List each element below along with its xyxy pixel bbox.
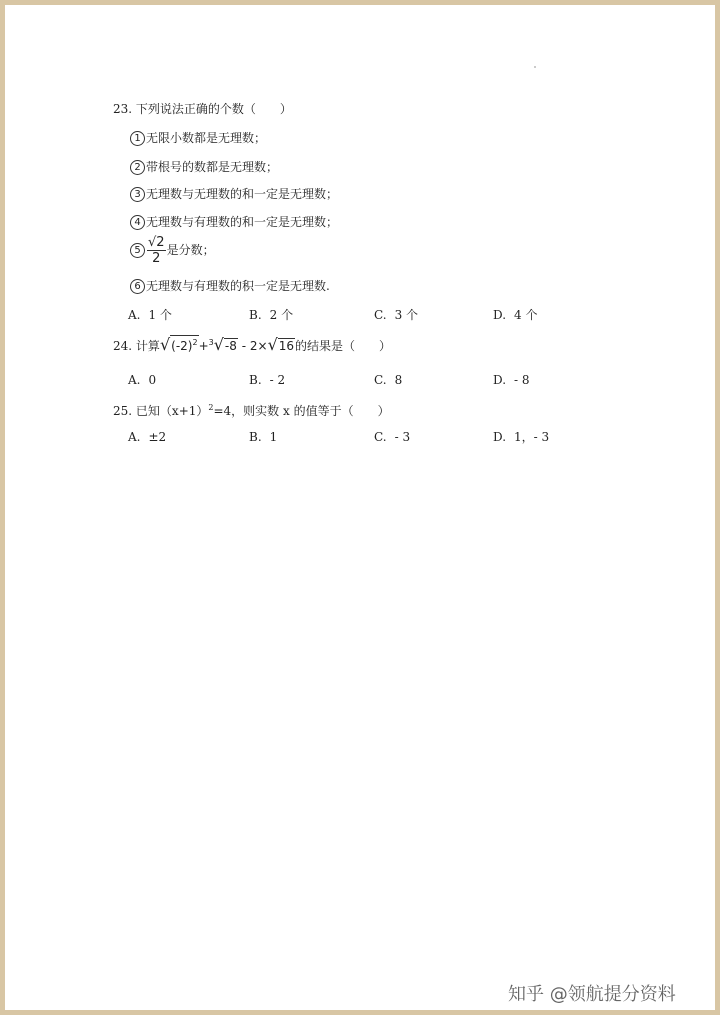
question-24-option-c <box>374 372 402 388</box>
item-text: 无理数与有理数的和一定是无理数； <box>146 215 339 229</box>
question-23-item-5 <box>130 235 215 266</box>
option-value: 1 个 <box>148 308 172 322</box>
question-23-item-4 <box>130 214 338 230</box>
question-25-option-c <box>374 429 410 445</box>
question-24-number: 24. <box>113 339 133 353</box>
option-label: B. <box>249 308 262 322</box>
item-text: 无理数与有理数的积一定是无理数. <box>146 279 330 293</box>
fraction-sqrt2-over-2 <box>147 235 166 266</box>
plus-sign: + <box>198 339 209 353</box>
question-25-text-b: =4，则实数 x 的值等于（ ） <box>213 404 390 418</box>
option-value: 2 个 <box>269 308 294 322</box>
question-25-option-b <box>249 429 277 445</box>
question-23-item-1 <box>130 130 266 146</box>
item-text: 是分数； <box>166 243 215 257</box>
question-24-lead: 计算 <box>135 339 160 353</box>
question-25-option-a <box>128 429 166 445</box>
option-label: B. <box>249 373 262 387</box>
question-23-option-c <box>374 307 418 323</box>
option-label: A. <box>128 373 141 387</box>
circled-number-4: 4 <box>130 215 145 230</box>
option-value: - 2 <box>269 373 286 387</box>
fraction-numerator: √2 <box>148 235 165 250</box>
fraction-denominator: 2 <box>152 251 161 266</box>
option-value: - 8 <box>514 373 530 387</box>
circled-number-2: 2 <box>130 160 145 175</box>
option-label: A. <box>128 308 141 322</box>
question-23-item-6 <box>130 278 330 294</box>
question-24-tail: 的结果是（ ） <box>295 339 392 353</box>
item-text: 无限小数都是无理数； <box>146 131 267 145</box>
cube-root-index: 3 <box>208 338 214 347</box>
option-label: C. <box>374 373 387 387</box>
option-value: - 3 <box>394 430 411 444</box>
question-23-option-d <box>493 307 537 323</box>
option-label: B. <box>249 430 262 444</box>
option-value: 1，- 3 <box>514 430 550 444</box>
radicand-1: $(-2)^2$ <box>170 335 198 353</box>
square-root-symbol-2: √ <box>267 335 278 354</box>
square-root-symbol: √ <box>159 335 171 354</box>
question-23-option-b <box>249 307 293 323</box>
circled-number-6: 6 <box>130 279 145 294</box>
math-expression <box>159 335 295 354</box>
cube-root-symbol: √ <box>213 335 224 354</box>
option-value: 8 <box>394 373 403 387</box>
circled-number-1: 1 <box>130 131 145 146</box>
item-text: 无理数与无理数的和一定是无理数； <box>146 187 339 201</box>
question-24-stem <box>113 335 391 354</box>
option-label: C. <box>374 308 387 322</box>
document-page <box>5 5 715 1010</box>
question-23-item-3 <box>130 186 338 202</box>
radicand-3: 16 <box>278 339 295 353</box>
question-25-text-a: 已知（x+1） <box>135 404 209 418</box>
minus-times: - 2× <box>241 339 268 353</box>
circled-number-3: 3 <box>130 187 145 202</box>
question-23-stem <box>113 101 292 117</box>
option-value: 4 个 <box>514 308 538 322</box>
circled-number-5: 5 <box>130 243 145 258</box>
exponent: 2 <box>208 403 214 412</box>
question-23-option-a <box>128 307 172 323</box>
option-value: 0 <box>148 373 157 387</box>
zhihu-watermark: 知乎 @领航提分资料 <box>508 984 676 1005</box>
option-label: C. <box>374 430 387 444</box>
radicand-2: -8 <box>224 339 237 353</box>
question-23-item-2 <box>130 159 278 175</box>
question-25-stem <box>113 400 390 419</box>
option-value: 3 个 <box>394 308 419 322</box>
option-value: ±2 <box>148 430 167 444</box>
option-label: D. <box>493 308 507 322</box>
question-23-text: 下列说法正确的个数（ ） <box>135 102 292 116</box>
option-label: D. <box>493 430 507 444</box>
option-label: A. <box>128 430 141 444</box>
question-23-number: 23. <box>113 102 133 116</box>
question-24-option-b <box>249 372 285 388</box>
option-label: D. <box>493 373 507 387</box>
question-25-number: 25. <box>113 404 133 418</box>
question-24-option-a <box>128 372 156 388</box>
item-text: 带根号的数都是无理数； <box>146 160 279 174</box>
question-25-option-d <box>493 429 549 445</box>
question-24-option-d <box>493 372 530 388</box>
option-value: 1 <box>269 430 278 444</box>
scan-speck <box>534 66 536 68</box>
